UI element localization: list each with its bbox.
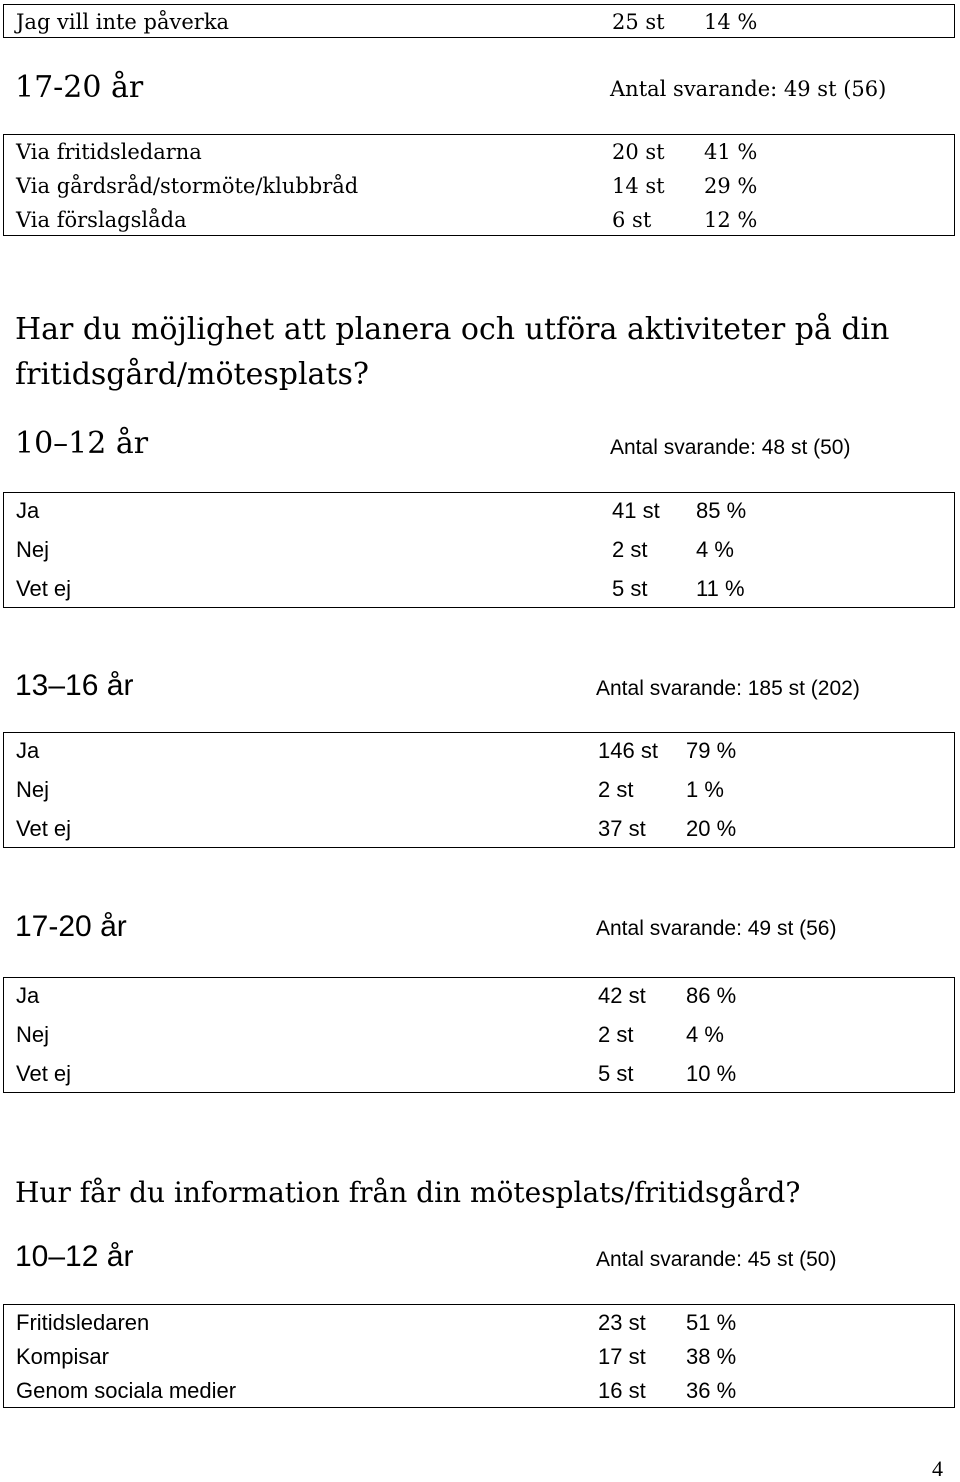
row-percent: 4 % xyxy=(696,537,734,562)
row-label: Nej xyxy=(16,537,50,562)
row-count: 2 st xyxy=(598,777,634,802)
row-label: Genom sociala medier xyxy=(16,1378,237,1403)
row-percent: 51 % xyxy=(686,1310,737,1335)
section-age-heading: 10–12 år xyxy=(15,1240,134,1273)
table-plan-17-20 xyxy=(3,977,955,1093)
table-info-10-12 xyxy=(3,1304,955,1408)
row-percent: 11 % xyxy=(696,576,745,601)
row-count: 25 st xyxy=(612,10,665,34)
row-label: Kompisar xyxy=(16,1344,109,1369)
section-respondents: Antal svarande: 45 st (50) xyxy=(596,1248,837,1271)
section-respondents: Antal svarande: 185 st (202) xyxy=(596,677,860,700)
row-label: Fritidsledaren xyxy=(16,1310,150,1335)
row-label: Via förslagslåda xyxy=(16,208,187,232)
row-label: Ja xyxy=(16,983,40,1008)
section-respondents: Antal svarande: 48 st (50) xyxy=(610,436,851,459)
row-count: 146 st xyxy=(598,738,658,763)
page-number: 4 xyxy=(932,1456,943,1481)
section-respondents: Antal svarande: 49 st (56) xyxy=(610,77,887,101)
row-percent: 10 % xyxy=(686,1061,737,1086)
row-count: 2 st xyxy=(598,1022,634,1047)
section-age-heading: 13–16 år xyxy=(15,669,134,702)
row-count: 42 st xyxy=(598,983,646,1008)
row-percent: 12 % xyxy=(704,208,758,232)
row-percent: 79 % xyxy=(686,738,737,763)
row-percent: 4 % xyxy=(686,1022,724,1047)
row-count: 17 st xyxy=(598,1344,646,1369)
question-heading: Hur får du information från din mötesplats/fritidsgård? xyxy=(15,1176,801,1209)
table-17-20-info xyxy=(3,134,955,236)
row-label: Via fritidsledarna xyxy=(16,140,202,164)
row-percent: 1 % xyxy=(686,777,724,802)
row-label: Jag vill inte påverka xyxy=(16,10,230,34)
row-count: 23 st xyxy=(598,1310,646,1335)
row-label: Via gårdsråd/stormöte/klubbråd xyxy=(16,174,359,198)
row-count: 37 st xyxy=(598,816,646,841)
row-percent: 29 % xyxy=(704,174,758,198)
table-top xyxy=(3,4,955,38)
row-count: 5 st xyxy=(598,1061,634,1086)
question-heading: Har du möjlighet att planera och utföra aktiviteter på din xyxy=(15,312,890,347)
row-count: 6 st xyxy=(612,208,652,232)
row-count: 14 st xyxy=(612,174,665,198)
row-percent: 85 % xyxy=(696,498,747,523)
row-count: 41 st xyxy=(612,498,660,523)
row-percent: 41 % xyxy=(704,140,758,164)
table-plan-10-12 xyxy=(3,492,955,608)
row-count: 5 st xyxy=(612,576,648,601)
row-count: 20 st xyxy=(612,140,665,164)
row-label: Vet ej xyxy=(16,816,72,841)
row-label: Nej xyxy=(16,1022,50,1047)
row-label: Nej xyxy=(16,777,50,802)
row-count: 2 st xyxy=(612,537,648,562)
table-plan-13-16 xyxy=(3,732,955,848)
row-percent: 14 % xyxy=(704,10,758,34)
row-percent: 36 % xyxy=(686,1378,737,1403)
row-count: 16 st xyxy=(598,1378,646,1403)
section-age-heading: 17-20 år xyxy=(15,910,127,943)
row-percent: 20 % xyxy=(686,816,737,841)
row-label: Ja xyxy=(16,738,40,763)
section-respondents: Antal svarande: 49 st (56) xyxy=(596,917,837,940)
row-percent: 86 % xyxy=(686,983,737,1008)
row-percent: 38 % xyxy=(686,1344,737,1369)
row-label: Ja xyxy=(16,498,40,523)
row-label: Vet ej xyxy=(16,1061,72,1086)
row-label: Vet ej xyxy=(16,576,72,601)
section-age-heading: 17-20 år xyxy=(15,70,144,105)
question-heading-line2: fritidsgård/mötesplats? xyxy=(15,357,369,392)
table-row xyxy=(4,10,954,36)
section-age-heading: 10–12 år xyxy=(15,426,149,461)
